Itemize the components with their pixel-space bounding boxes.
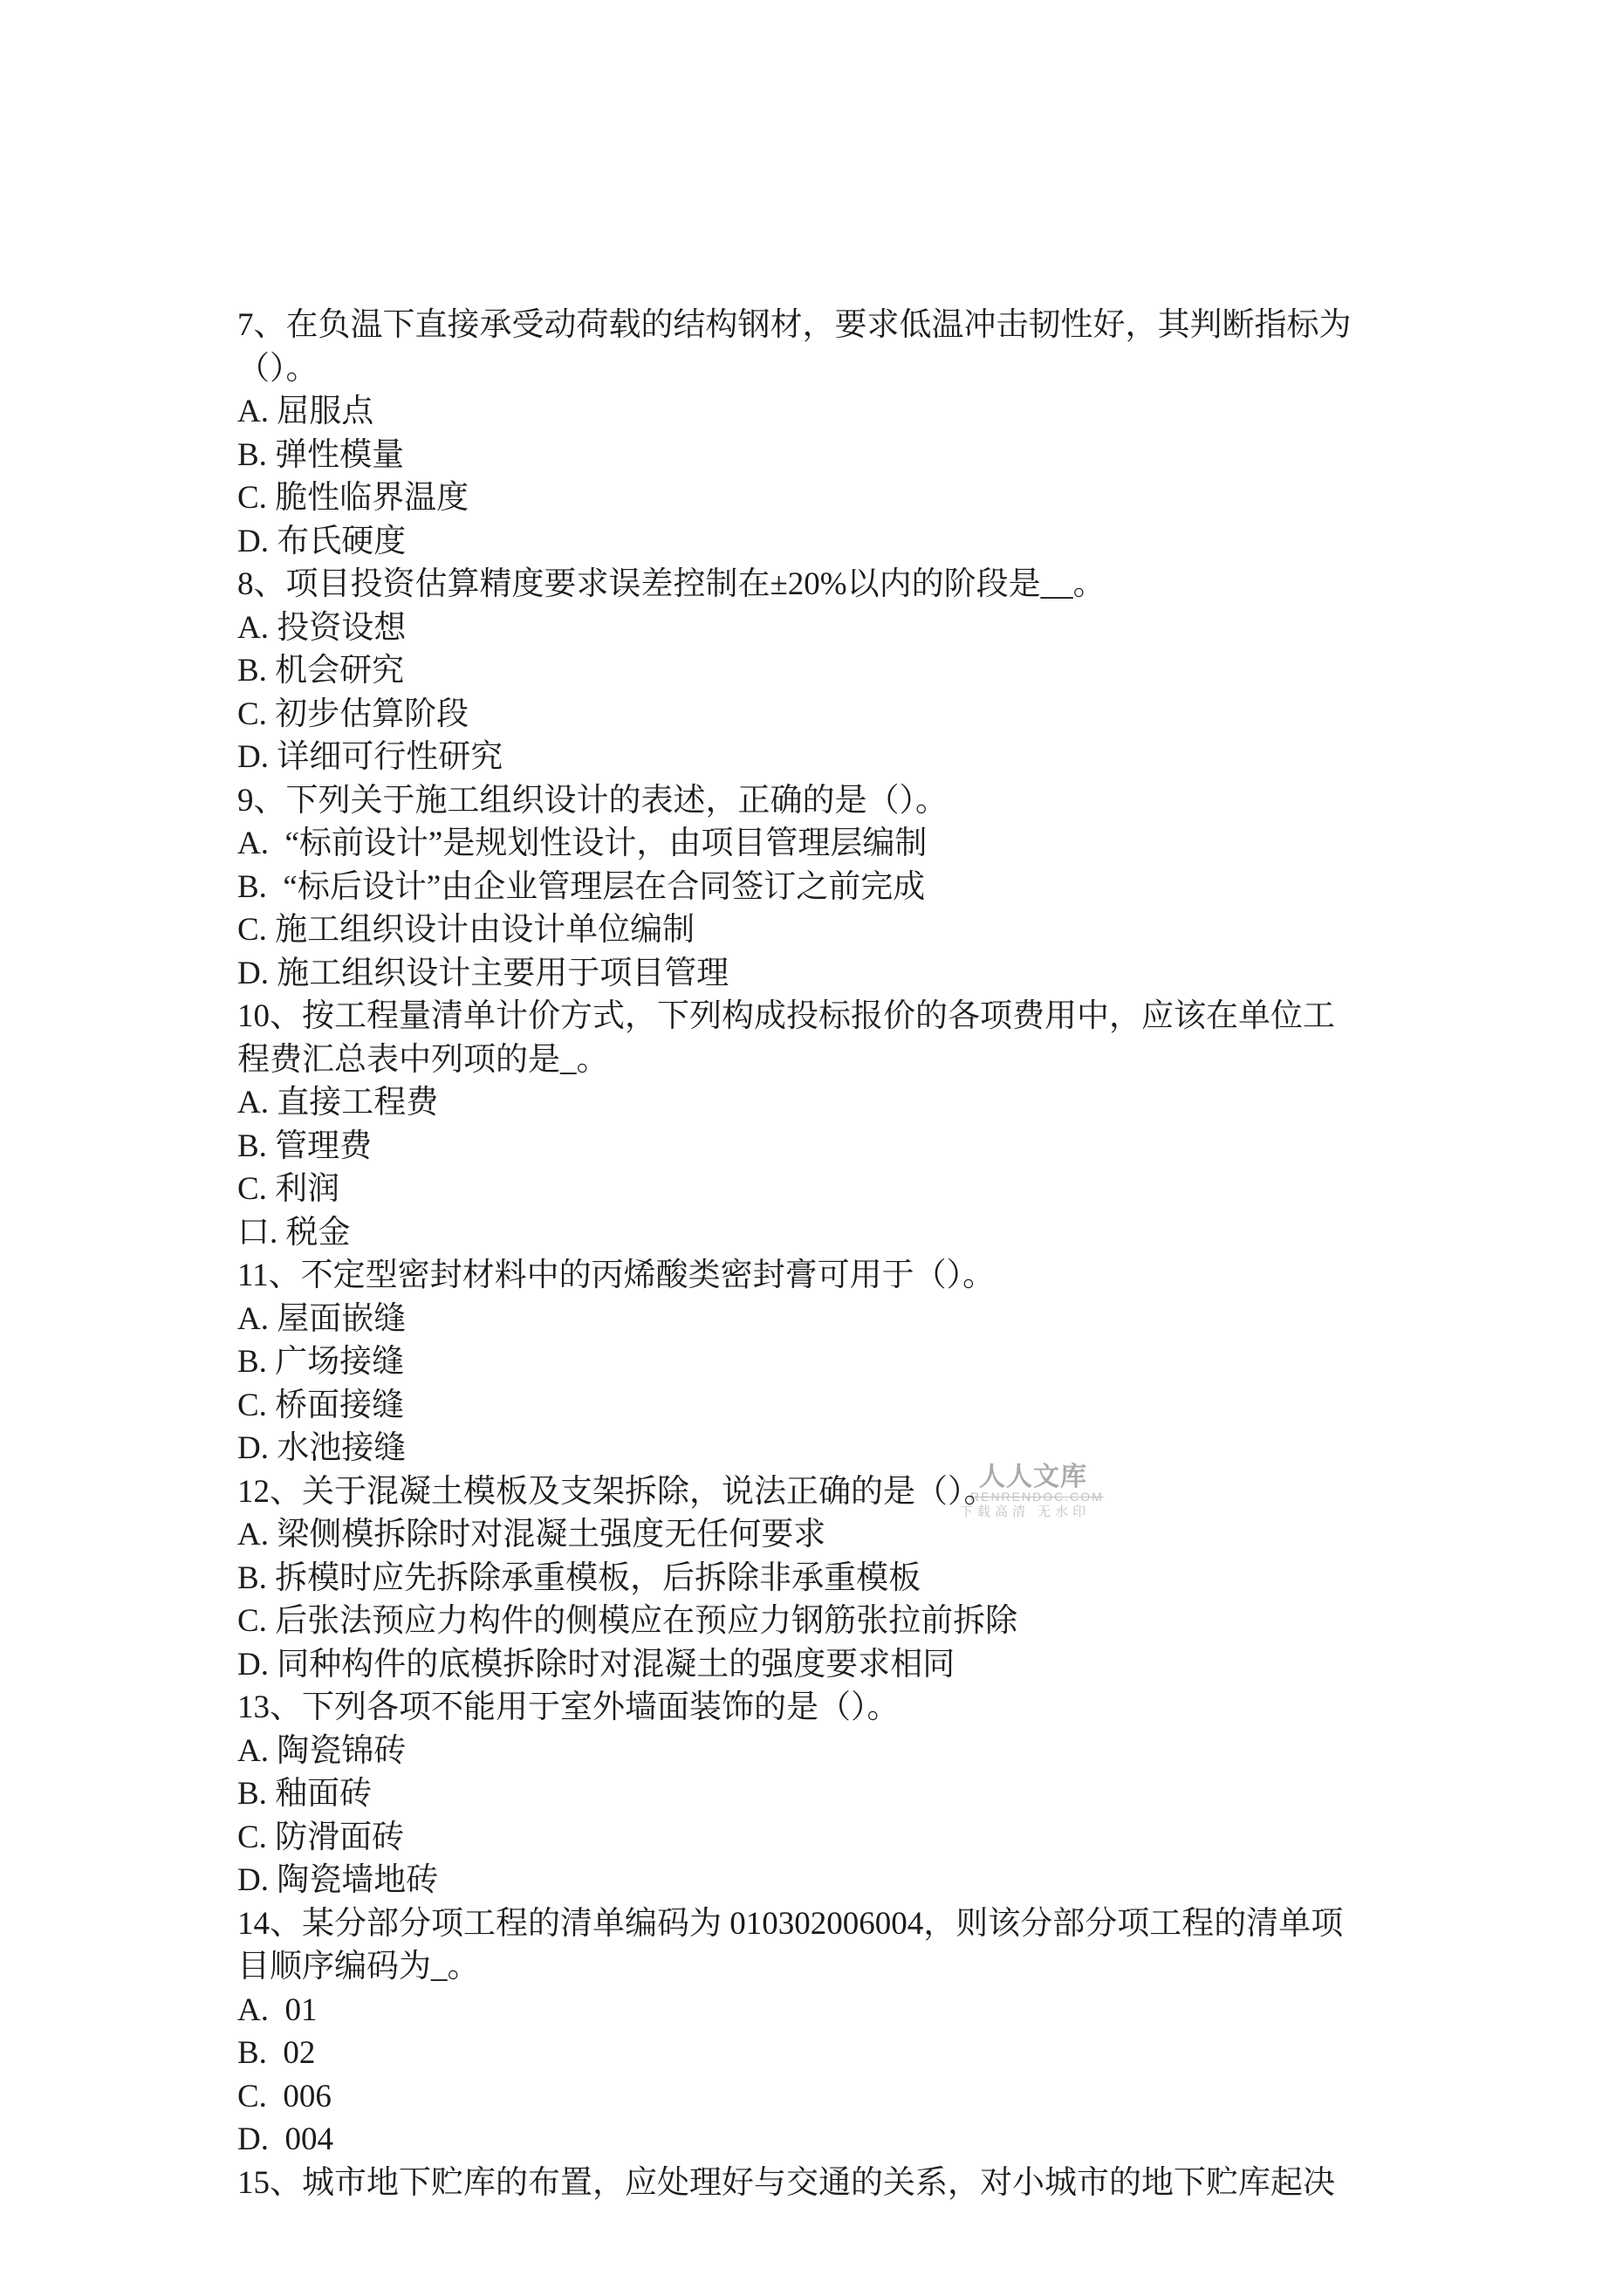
option-line: A. “标前设计”是规划性设计，由项目管理层编制 (237, 826, 928, 861)
option-line: A. 直接工程费 (237, 1085, 439, 1121)
option-line: B. 02 (237, 2035, 316, 2071)
option-line: C. 初步估算阶段 (237, 696, 469, 732)
question-stem-line: 8、项目投资估算精度要求误差控制在±20%以内的阶段是__。 (237, 566, 1106, 602)
question-stem-line: 7、在负温下直接承受动荷载的结构钢材，要求低温冲击韧性好，其判断指标为 (237, 307, 1352, 343)
option-line: C. 施工组织设计由设计单位编制 (237, 912, 695, 948)
question-stem-line: 11、不定型密封材料中的丙烯酸类密封膏可用于（）。 (237, 1258, 996, 1293)
watermark-tagline-text: 下载高清 无水印 (960, 1504, 1091, 1519)
option-line: C. 利润 (237, 1171, 340, 1207)
option-line: 口. 税金 (237, 1214, 351, 1251)
question-stem-line: 13、下列各项不能用于室外墙面装饰的是（）。 (237, 1689, 900, 1725)
watermark-domain-text: RENRENDOC.COM (970, 1490, 1104, 1504)
option-line: A. 梁侧模拆除时对混凝土强度无任何要求 (237, 1517, 826, 1552)
option-line: D. 施工组织设计主要用于项目管理 (237, 955, 729, 991)
question-list (237, 191, 1398, 2204)
option-line: C. 006 (237, 2078, 332, 2114)
question-stem-line: 程费汇总表中列项的是_。 (237, 1041, 609, 1078)
option-line: A. 屋面嵌缝 (237, 1300, 407, 1337)
option-line: B. 广场接缝 (237, 1344, 405, 1380)
question-stem-line: 15、城市地下贮库的布置，应处理好与交通的关系，对小城市的地下贮库起决 (237, 2164, 1335, 2201)
question-stem-line: 14、某分部分项工程的清单编码为 010302006004，则该分部分项工程的清单项 (237, 1905, 1344, 1942)
option-line: B. 拆模时应先拆除承重模板，后拆除非承重模板 (237, 1559, 921, 1596)
option-line: D. 同种构件的底模拆除时对混凝土的强度要求相同 (237, 1646, 955, 1683)
option-line: C. 脆性临界温度 (237, 480, 469, 516)
option-line: C. 防滑面砖 (237, 1819, 405, 1855)
option-line: C. 桥面接缝 (237, 1387, 405, 1423)
option-line: D. 布氏硬度 (237, 523, 407, 559)
question-stem-line: 9、下列关于施工组织设计的表述，正确的是（）。 (237, 782, 948, 819)
option-line: A. 陶瓷锦砖 (237, 1732, 407, 1769)
option-line: B. 管理费 (237, 1127, 373, 1164)
option-line: D. 水池接缝 (237, 1430, 407, 1466)
option-line: D. 004 (237, 2121, 333, 2157)
question-stem-line: （）。 (237, 350, 318, 387)
option-line: A. 屈服点 (237, 394, 374, 429)
question-stem-line: 目顺序编码为_。 (237, 1949, 480, 1984)
option-line: B. 釉面砖 (237, 1776, 373, 1812)
question-stem-line: 10、按工程量清单计价方式，下列构成投标报价的各项费用中，应该在单位工 (237, 998, 1335, 1034)
option-line: B. 机会研究 (237, 653, 405, 689)
option-line: A. 投资设想 (237, 609, 407, 646)
option-line: D. 详细可行性研究 (237, 739, 503, 775)
option-line: C. 后张法预应力构件的侧模应在预应力钢筋张拉前拆除 (237, 1603, 1018, 1639)
option-line: B. “标后设计”由企业管理层在合同签订之前完成 (237, 868, 926, 905)
option-line: B. 弹性模量 (237, 436, 405, 473)
option-line: D. 陶瓷墙地砖 (237, 1862, 439, 1898)
question-stem-line: 12、关于混凝土模板及支架拆除，说法正确的是（）。 (237, 1473, 996, 1510)
watermark-brand-logo: 人人文库 (979, 1463, 1087, 1491)
option-line: A. 01 (237, 1991, 318, 2028)
